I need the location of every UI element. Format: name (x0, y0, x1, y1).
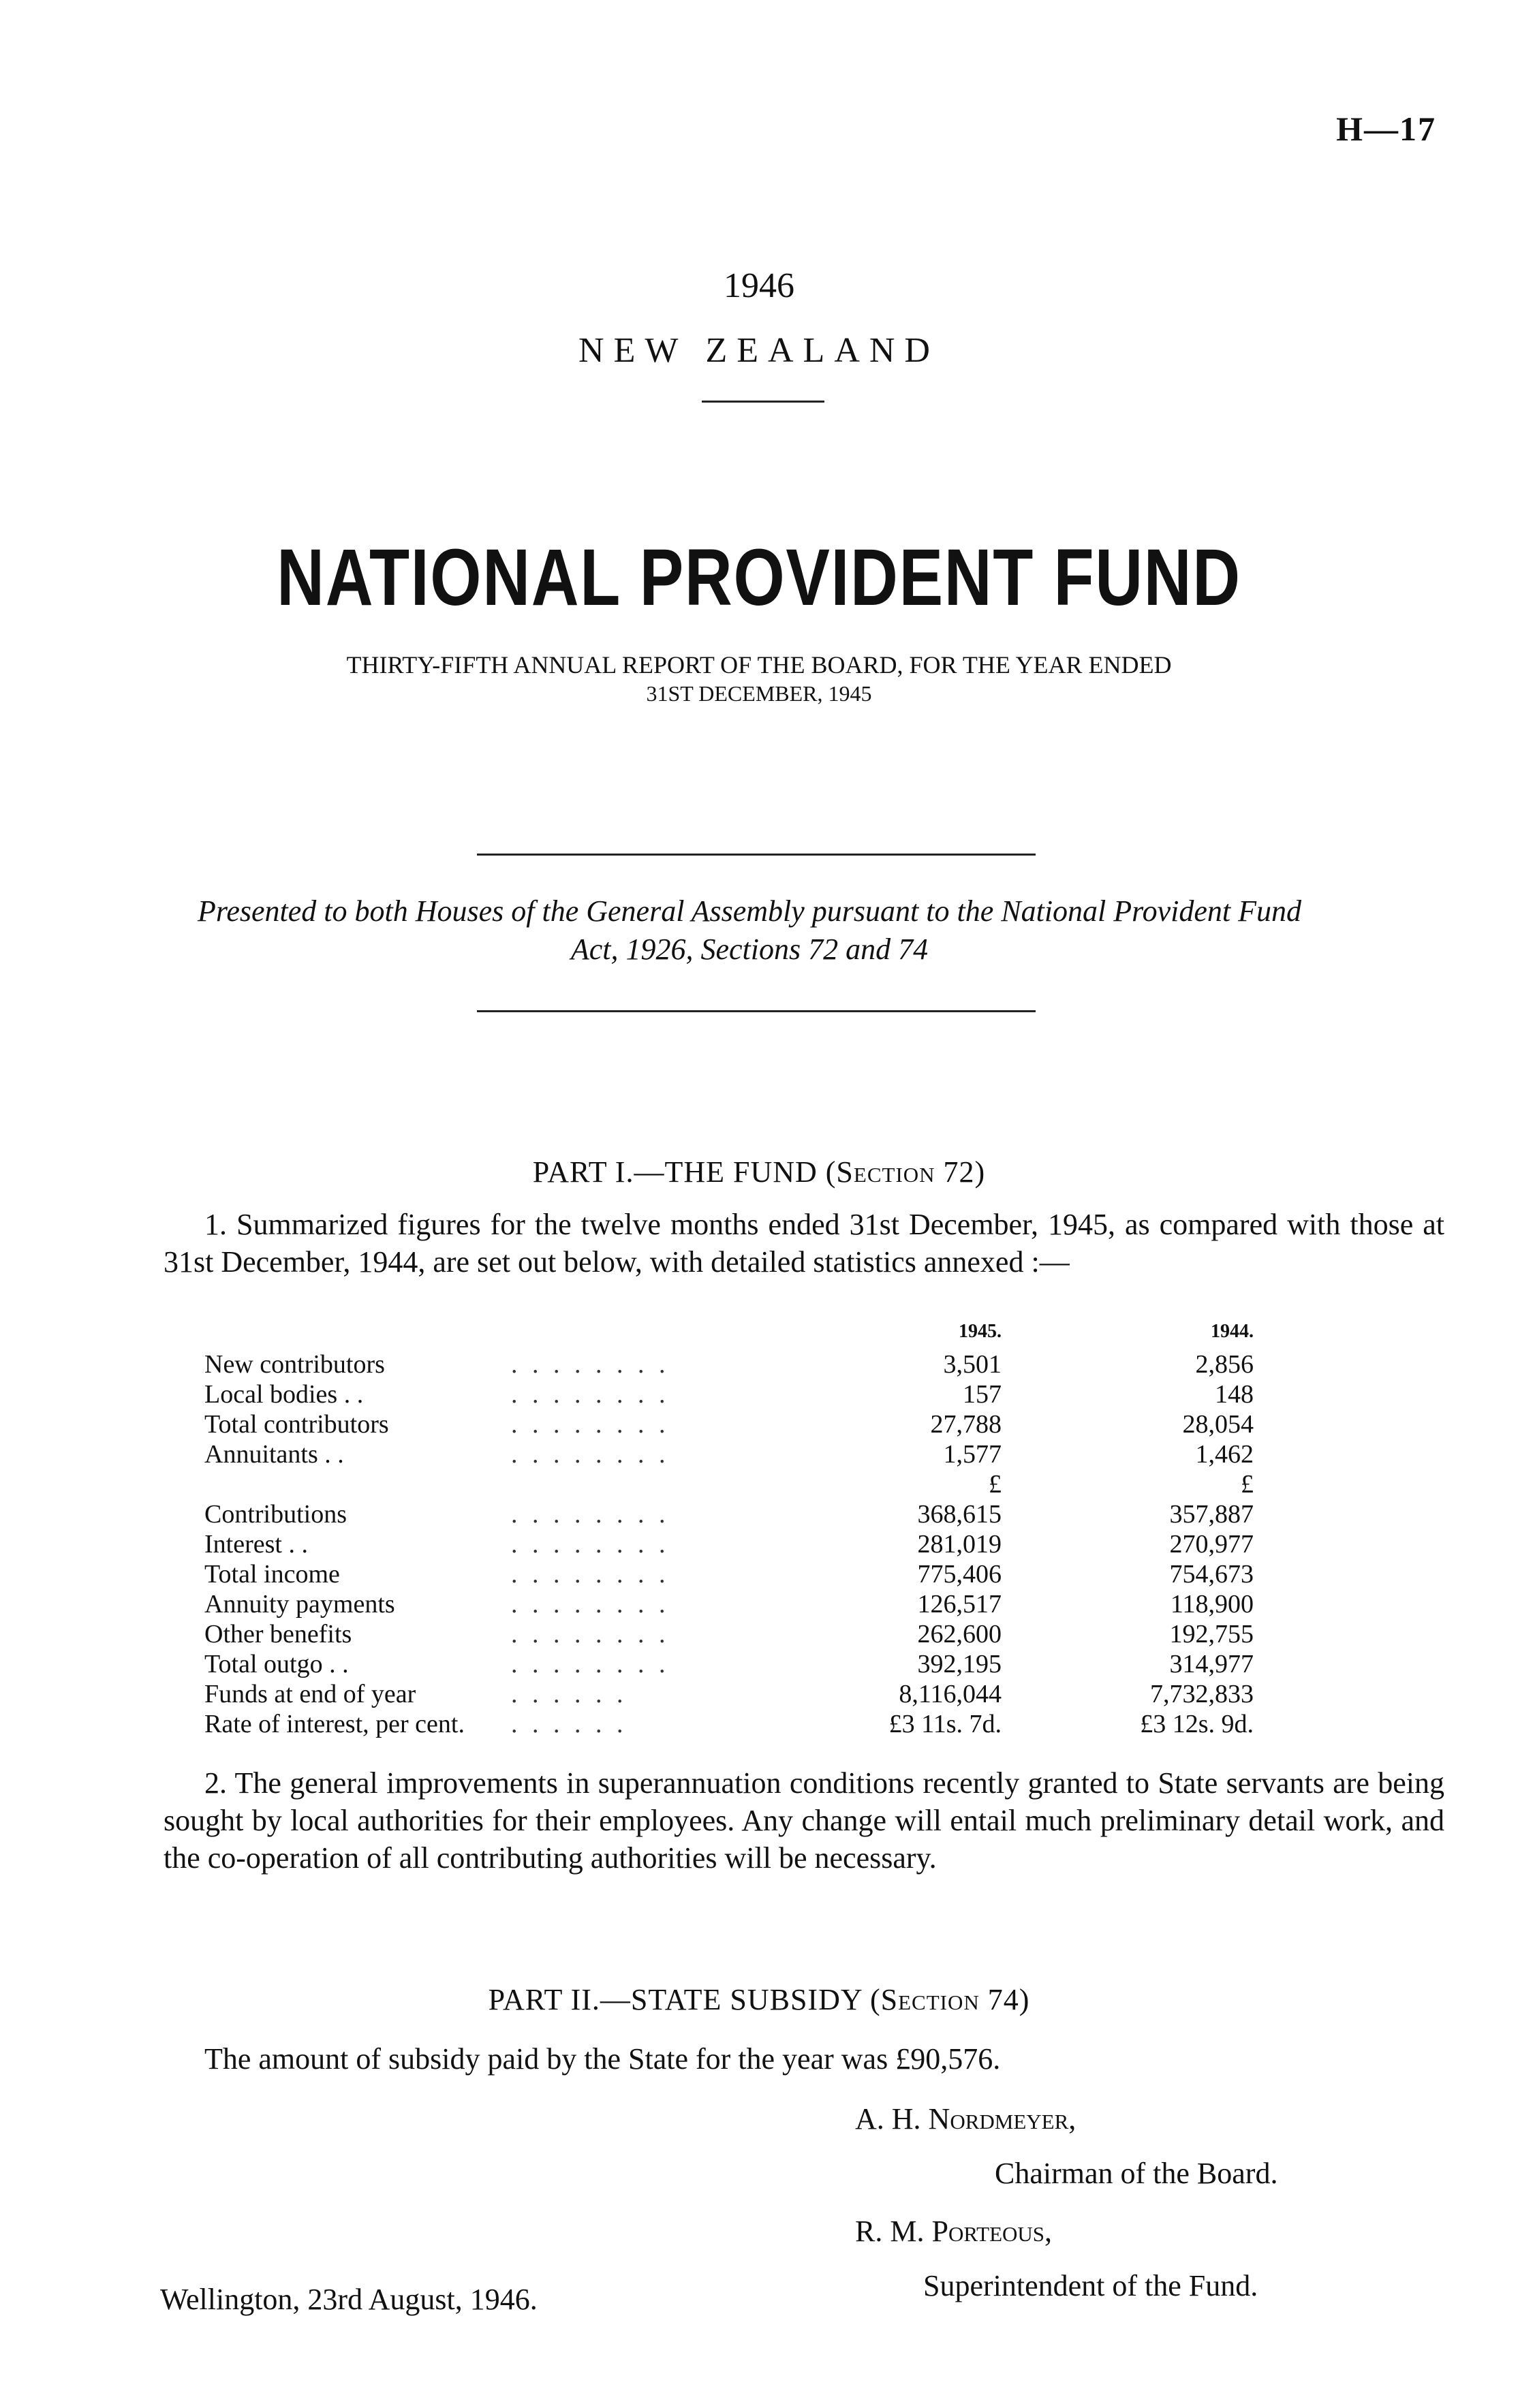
value-1945: 1,577 (943, 1440, 1002, 1469)
table-row (204, 1679, 1254, 1709)
row-label: Total income (204, 1560, 340, 1589)
row-label: Funds at end of year (204, 1680, 416, 1708)
column-header-1945: 1945. (959, 1321, 1002, 1342)
part-2-heading-section: Section (880, 1983, 980, 2016)
value-1944: 1,462 (1195, 1440, 1254, 1469)
divider-top (477, 854, 1036, 856)
value-1945: 3,501 (943, 1350, 1002, 1379)
document-title: NATIONAL PROVIDENT FUND (277, 533, 1241, 623)
table-row (204, 1409, 1254, 1439)
place-and-date: Wellington, 23rd August, 1946. (160, 2283, 538, 2316)
part-1-heading-text: PART I.—THE FUND ( (532, 1155, 837, 1189)
signatory-1-name: A. H. Nordmeyer, (855, 2102, 1076, 2136)
value-1945: 8,116,044 (899, 1680, 1002, 1708)
leader-dots: . . . . . . . . (511, 1350, 670, 1379)
row-label: Interest . . (204, 1530, 308, 1559)
row-label: Rate of interest, per cent. (204, 1710, 465, 1738)
table-row (204, 1379, 1254, 1409)
page-reference: H—17 (1336, 110, 1436, 148)
table-row (204, 1559, 1254, 1589)
value-1944: £3 12s. 9d. (1140, 1710, 1254, 1738)
table-row (204, 1649, 1254, 1679)
column-header-1944: 1944. (1211, 1321, 1254, 1342)
leader-dots: . . . . . . . . (511, 1440, 670, 1469)
table-row (204, 1349, 1254, 1379)
part-2-heading-end: 74) (979, 1983, 1030, 2016)
value-1945: 157 (963, 1380, 1002, 1409)
value-1944: 148 (1215, 1380, 1254, 1409)
row-label: Local bodies . . (204, 1380, 364, 1409)
value-1945: 281,019 (917, 1530, 1002, 1559)
subsidy-paragraph: The amount of subsidy paid by the State for the year was £90,576. (204, 2042, 1001, 2076)
value-1945: 27,788 (930, 1410, 1002, 1439)
paragraph-1: 1. Summarized figures for the twelve months ended 31st December, 1945, as compared with those at 31st December, 1944, are set out below, with detailed statistics annexed :— (164, 1208, 1444, 1279)
signatory-1-title: Chairman of the Board. (995, 2157, 1278, 2190)
currency-1944: £ (1241, 1470, 1254, 1499)
table-row (204, 1499, 1254, 1529)
signatory-2-name: R. M. Porteous, (855, 2215, 1053, 2248)
currency-1945: £ (989, 1470, 1002, 1499)
part-1-heading-end: 72) (935, 1155, 986, 1189)
part-1-heading (0, 1155, 1518, 1189)
document-subtitle (0, 651, 1518, 708)
row-label: Contributions (204, 1500, 347, 1529)
value-1944: 270,977 (1169, 1530, 1254, 1559)
row-label: New contributors (204, 1350, 385, 1379)
leader-dots: . . . . . . . . (511, 1590, 670, 1619)
leader-dots: . . . . . . . . (511, 1560, 670, 1589)
presentation-line-2: Act, 1926, Sections 72 and 74 (570, 933, 929, 966)
table-row (204, 1709, 1254, 1739)
table-row (204, 1439, 1254, 1469)
value-1944: 7,732,833 (1150, 1680, 1254, 1708)
leader-dots: . . . . . . . . (511, 1380, 670, 1409)
row-label: Other benefits (204, 1620, 352, 1648)
value-1944: 192,755 (1169, 1620, 1254, 1648)
report-year: 1946 (724, 266, 794, 305)
summary-table (204, 1318, 1254, 1739)
value-1944: 118,900 (1170, 1590, 1254, 1619)
subtitle-line-2: 31ST DECEMBER, 1945 (646, 681, 872, 706)
value-1944: 357,887 (1169, 1500, 1254, 1529)
value-1945: 368,615 (917, 1500, 1002, 1529)
country-heading: NEW ZEALAND (578, 331, 940, 370)
presentation-note (48, 892, 1451, 969)
short-divider (702, 401, 824, 403)
value-1944: 2,856 (1195, 1350, 1254, 1379)
leader-dots: . . . . . . . . (511, 1410, 670, 1439)
table-header-row (204, 1318, 1254, 1349)
leader-dots: . . . . . . . . (511, 1650, 670, 1678)
table-row (204, 1589, 1254, 1619)
part-2-heading (0, 1982, 1518, 2017)
leader-dots: . . . . . . . . (511, 1500, 670, 1529)
table-row (204, 1619, 1254, 1649)
value-1944: 314,977 (1169, 1650, 1254, 1678)
row-label: Total contributors (204, 1410, 389, 1439)
signatory-2-title: Superintendent of the Fund. (923, 2269, 1258, 2302)
leader-dots: . . . . . . . . (511, 1530, 670, 1559)
value-1945: 775,406 (917, 1560, 1002, 1589)
value-1945: 126,517 (917, 1590, 1002, 1619)
row-label: Annuitants . . (204, 1440, 344, 1469)
row-label: Total outgo . . (204, 1650, 349, 1678)
value-1945: £3 11s. 7d. (888, 1710, 1002, 1738)
table-row (204, 1529, 1254, 1559)
value-1944: 754,673 (1169, 1560, 1254, 1589)
row-label: Annuity payments (204, 1590, 395, 1619)
part-2-heading-text: PART II.—STATE SUBSIDY ( (488, 1983, 881, 2016)
leader-dots: . . . . . . (511, 1710, 628, 1738)
leader-dots: . . . . . . (511, 1680, 628, 1708)
currency-row (204, 1469, 1254, 1499)
leader-dots: . . . . . . . . (511, 1620, 670, 1648)
paragraph-2: 2. The general improvements in superannuation conditions recently granted to State servants are being sought by local authorities for their employees. Any change will entail much preliminary detail work, and the co-operation of all contributing authorities will be necessary. (164, 1766, 1444, 1875)
part-1-heading-section: Section (836, 1155, 935, 1189)
value-1944: 28,054 (1182, 1410, 1254, 1439)
divider-bottom (477, 1010, 1036, 1012)
presentation-line-1: Presented to both Houses of the General Assembly pursuant to the National Provident Fund (197, 894, 1302, 928)
subtitle-line-1: THIRTY-FIFTH ANNUAL REPORT OF THE BOARD, FOR THE YEAR ENDED (346, 651, 1172, 678)
value-1945: 262,600 (917, 1620, 1002, 1648)
value-1945: 392,195 (917, 1650, 1002, 1678)
